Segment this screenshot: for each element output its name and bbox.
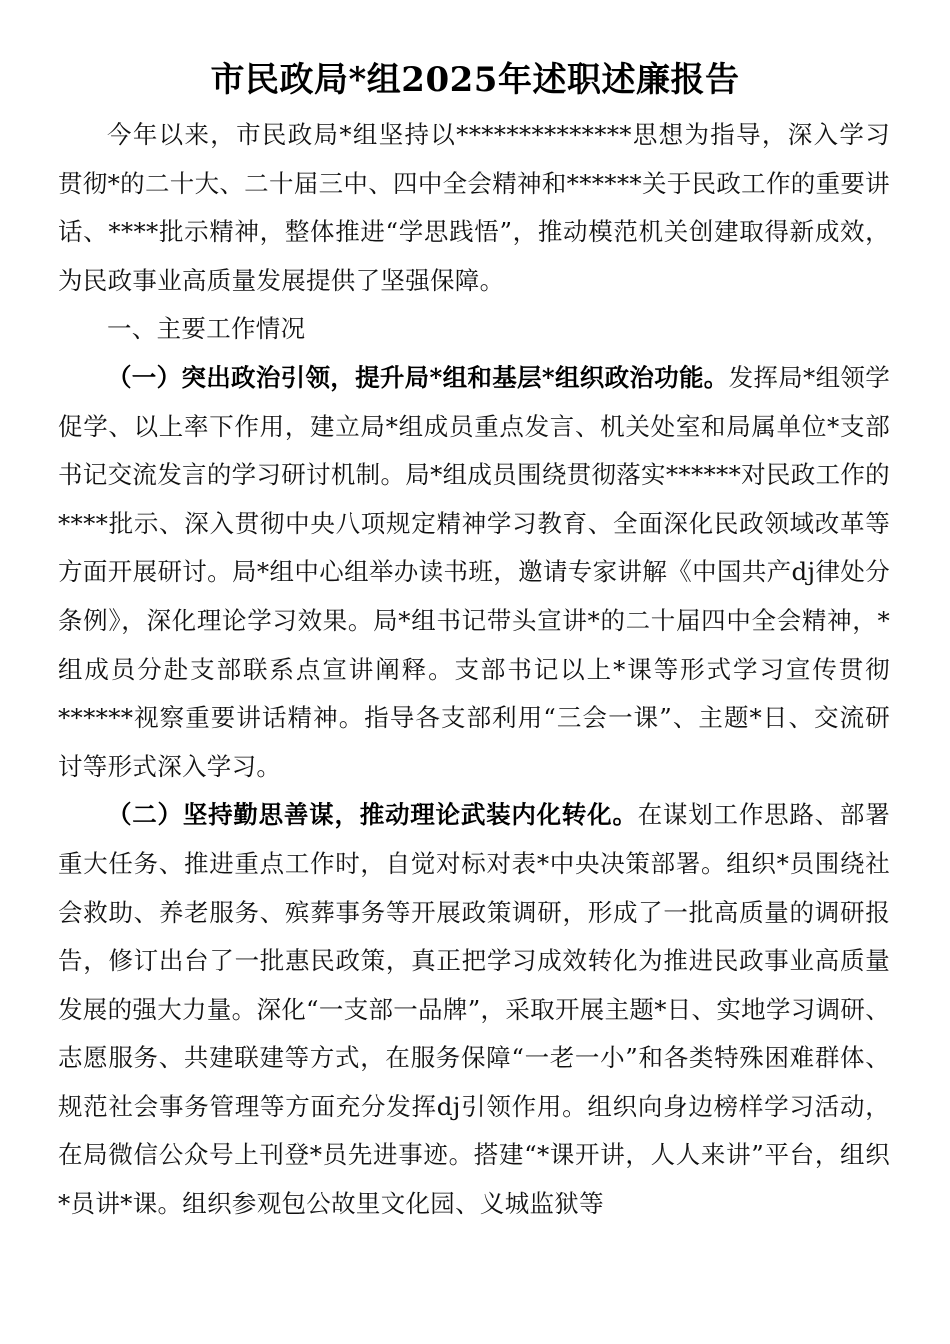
- item-1-lead: （一）突出政治引领，提升局*组和基层*组织政治功能。: [107, 362, 729, 392]
- section-heading: 一、主要工作情况: [107, 314, 306, 344]
- item-1-text: 发挥局*组领学促学、以上率下作用，建立局*组成员重点发言、机关处室和局属单位*支部书记交流发言的学习研讨机制。局*组成员围绕贯彻落实******对民政工作的****批示、深入贯彻中央八项规定精神学习教育、全面深化民政领域改革等方面开展研讨。局*组中心组举办读书班，邀请专家讲解《中国共产dj律处分条例》，深化理论学习效果。局*组书记带头宣讲*的二十届四中全会精神，*组成员分赴支部联系点宣讲阐释。支部书记以上*课等形式学习宣传贯彻******视察重要讲话精神。指导各支部利用“三会一课”、主题*日、交流研讨等形式深入学习。: [58, 362, 890, 781]
- page-title: 市民政局*组2025年述职述廉报告: [210, 60, 740, 100]
- item-2-lead: （二）坚持勤思善谋，推动理论武装内化转化。: [107, 800, 638, 830]
- paragraph-item-2: [58, 791, 890, 1228]
- intro-paragraph: 今年以来，市民政局*组坚持以**************思想为指导，深入学习贯彻*的二十大、二十届三中、四中全会精神和******关于民政工作的重要讲话、****批示精神，整体推进“学思践悟”，推动模范机关创建取得新成效，为民政事业高质量发展提供了坚强保障。: [58, 120, 890, 295]
- document-body: [58, 111, 890, 1229]
- paragraph-item-1: [58, 354, 890, 791]
- item-2-text: 在谋划工作思路、部署重大任务、推进重点工作时，自觉对标对表*中央决策部署。组织*员围绕社会救助、养老服务、殡葬事务等开展政策调研，形成了一批高质量的调研报告，修订出台了一批惠民政策，真正把学习成效转化为推进民政事业高质量发展的强大力量。深化“一支部一品牌”，采取开展主题*日、实地学习调研、志愿服务、共建联建等方式，在服务保障“一老一小”和各类特殊困难群体、规范社会事务管理等方面充分发挥dj引领作用。组织向身边榜样学习活动，在局微信公众号上刊登*员先进事迹。搭建“*课开讲，人人来讲”平台，组织*员讲*课。组织参观包公故里文化园、义城监狱等: [58, 800, 890, 1219]
